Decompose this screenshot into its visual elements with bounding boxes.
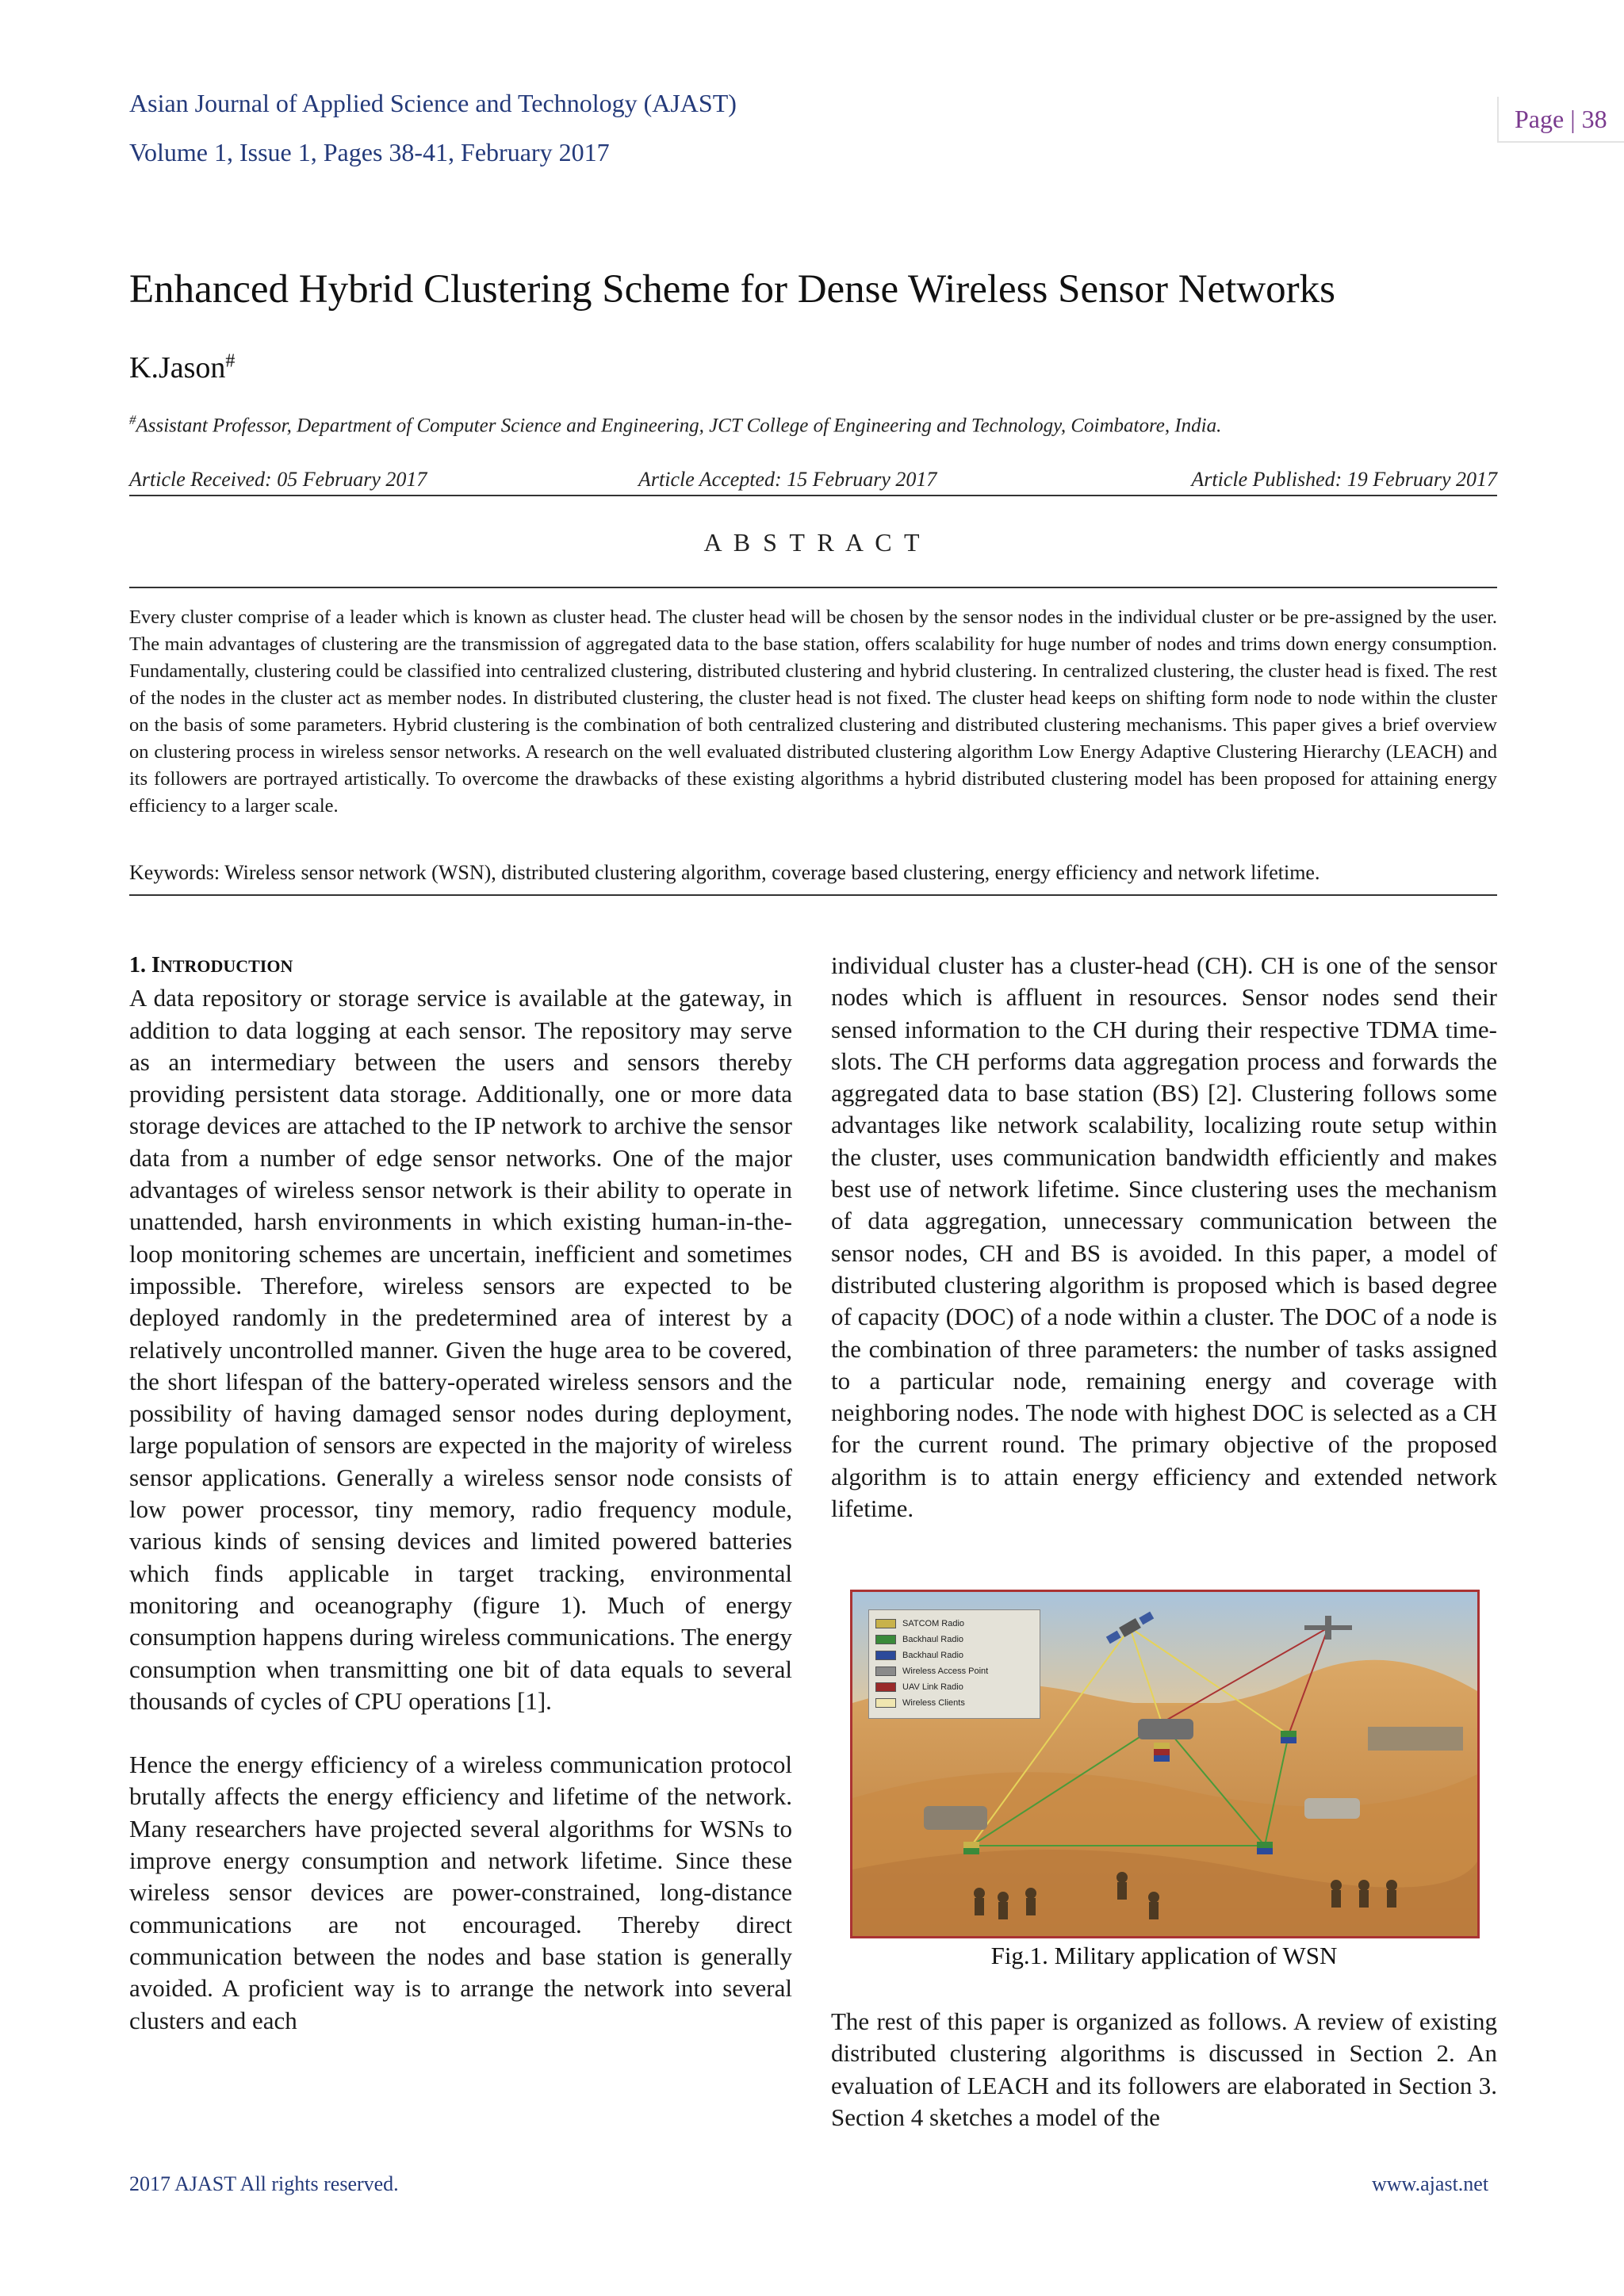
divider xyxy=(129,587,1497,588)
abstract-body: Every cluster comprise of a leader which is known as cluster head. The cluster head will be chosen by the sensor nodes in the individual cluster or be pre-assigned by the user. The main advantages of clustering are the transmission of aggregated data to the base station, offers scalability for huge number of nodes and trims down energy consumption. Fundamentally, clustering could be classified into centralized clustering, distributed clustering and hybrid clustering. In centralized clustering, the cluster head is fixed. The rest of the nodes in the cluster act as member nodes. In distributed clustering, the cluster head is not fixed. The cluster head keeps on shifting form node to node within the cluster on the basis of some parameters. Hybrid clustering is the combination of both centralized clustering and distributed clustering mechanisms. This paper gives a brief overview on clustering process in wireless sensor networks. A research on the well evaluated distributed clustering algorithm Low Energy Adaptive Clustering Hierarchy (LEACH) and its followers are portrayed artistically. To overcome the drawbacks of these existing algorithms a hybrid distributed clustering model has been proposed for attaining energy efficiency to a larger scale. xyxy=(129,607,1497,817)
legend-item xyxy=(875,1666,988,1678)
volume-info: Volume 1, Issue 1, Pages 38-41, February 2017 xyxy=(129,138,610,166)
legend-swatch xyxy=(875,1635,896,1644)
left-column xyxy=(129,950,792,2037)
section-heading xyxy=(129,950,792,982)
legend-label: SATCOM Radio xyxy=(902,1619,965,1628)
legend-item xyxy=(875,1650,963,1662)
divider xyxy=(129,495,1497,496)
legend-label: Wireless Access Point xyxy=(902,1667,989,1676)
legend-item xyxy=(875,1697,965,1709)
paper-title: Enhanced Hybrid Clustering Scheme for Dense Wireless Sensor Networks xyxy=(129,267,1335,312)
legend-item xyxy=(875,1682,963,1693)
legend-label: Backhaul Radio xyxy=(902,1635,964,1644)
figure-caption: Fig.1. Military application of WSN xyxy=(990,1942,1338,1969)
legend-item xyxy=(875,1634,963,1646)
legend-item xyxy=(875,1618,964,1630)
footer-website: www.ajast.net xyxy=(1372,2172,1489,2195)
affiliation-text: Assistant Professor, Department of Computer Science and Engineering, JCT College of Engineering and Technology, Coimbatore, India. xyxy=(136,415,1222,437)
legend-label: UAV Link Radio xyxy=(902,1682,963,1692)
section-heading-text: NTRODUCTION xyxy=(159,956,293,976)
figure-military-wsn xyxy=(850,1590,1480,1938)
divider xyxy=(129,894,1497,896)
right-column-continued xyxy=(831,2006,1497,2133)
paragraph: Hence the energy efficiency of a wireless communication protocol brutally affects the energy efficiency and lifetime of the network. Many researchers have projected several algorithms for WSNs to improve energy consumption and network lifetime. Since these wireless sensor devices are power-constrained, long-distance communications are not encouraged. Thereby direct communication between the nodes and base station is generally avoided. A proficient way is to arrange the network into several clusters and each xyxy=(129,1751,792,2034)
legend-swatch xyxy=(875,1619,896,1628)
legend-label: Backhaul Radio xyxy=(902,1651,964,1660)
page-number: Page | 38 xyxy=(1515,105,1607,133)
figure-legend xyxy=(868,1609,1040,1719)
journal-name: Asian Journal of Applied Science and Technology (AJAST) xyxy=(129,89,737,117)
affiliation xyxy=(129,412,1221,437)
affiliation-mark: # xyxy=(129,412,136,427)
legend-swatch xyxy=(875,1682,896,1692)
legend-swatch xyxy=(875,1698,896,1708)
date-published: Article Published: 19 February 2017 xyxy=(1191,468,1497,491)
paragraph: individual cluster has a cluster-head (CH). CH is one of the sensor nodes which is affluent in resources. Sensor nodes send their sensed information to the CH during their respective TDMA time-slots. The CH performs data aggregation process and forwards the aggregated data to base station (BS) [2]. Clustering follows some advantages like network scalability, localizing route setup within the cluster, uses communication bandwidth efficiently and makes best use of network lifetime. Since clustering uses the mechanism of data aggregation, unnecessary communication between the sensor nodes, CH and BS is avoided. In this paper, a model of distributed clustering algorithm is proposed which is based degree of capacity (DOC) of a node within a cluster. The DOC of a node is the combination of three parameters: the number of tasks assigned to a particular node, remaining energy and coverage with neighboring nodes. The node with highest DOC is selected as a CH for the current round. The primary objective of the proposed algorithm is to attain energy efficiency and extended network lifetime. xyxy=(831,951,1497,1523)
paragraph: The rest of this paper is organized as follows. A review of existing distributed clustering algorithms is discussed in Section 2. An evaluation of LEACH and its followers are elaborated in Section 3. Section 4 sketches a model of the xyxy=(831,2007,1497,2131)
paragraph: A data repository or storage service is available at the gateway, in addition to data logging at each sensor. The repository may serve as an intermediary between the users and sensors thereby providing persistent data storage. Additionally, one or more data storage devices are attached to the IP network to archive the sensor data from a number of edge sensor networks. One of the major advantages of wireless sensor network is their ability to operate in unattended, harsh environments in which existing human-in-the-loop monitoring schemes are uncertain, inefficient and sometimes impossible. Therefore, wireless sensors are expected to be deployed randomly in the predetermined area of interest by a relatively uncontrolled manner. Given the huge area to be covered, the short lifespan of the battery-operated wireless sensors and the possibility of having damaged sensor nodes during deployment, large population of sensors are expected in the majority of wireless sensor applications. Generally a wireless sensor node consists of low power processor, tiny memory, radio frequency module, various kinds of sensing devices and limited powered batteries which finds applicable in target tracking, environmental monitoring and oceanography (figure 1). Much of energy consumption happens during wireless communications. The energy consumption when transmitting one bit of data equals to several thousands of cycles of CPU operations [1]. xyxy=(129,984,792,1715)
section-number: 1. I xyxy=(129,953,160,978)
date-received: Article Received: 05 February 2017 xyxy=(129,468,427,491)
author xyxy=(129,350,235,385)
legend-swatch xyxy=(875,1667,896,1676)
author-name: K.Jason xyxy=(129,351,226,385)
right-column xyxy=(831,950,1497,1525)
legend-swatch xyxy=(875,1651,896,1660)
legend-label: Wireless Clients xyxy=(902,1698,965,1708)
author-mark: # xyxy=(225,350,236,372)
abstract-heading: A B S T R A C T xyxy=(703,528,923,557)
date-accepted: Article Accepted: 15 February 2017 xyxy=(638,468,937,491)
keywords: Keywords: Wireless sensor network (WSN), distributed clustering algorithm, coverage based clustering, energy efficiency and network lifetime. xyxy=(129,861,1320,884)
footer-copyright: 2017 AJAST All rights reserved. xyxy=(129,2172,399,2195)
